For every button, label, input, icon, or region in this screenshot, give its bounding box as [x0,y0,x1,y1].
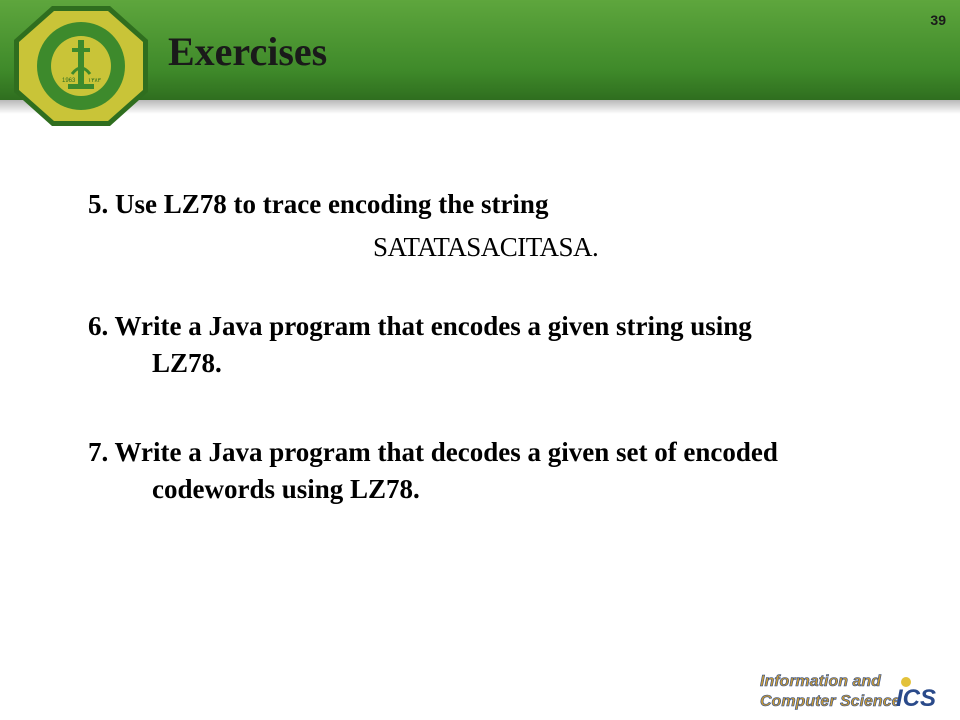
exercise-5-string: SATATASACITASA. [373,232,599,262]
footer-text-line2: Computer Science [760,693,901,710]
exercise-6-text: 6. Write a Java program that encodes a given string using [88,311,752,341]
exercise-7-text: 7. Write a Java program that decodes a given set of encoded [88,437,778,467]
footer-mark: ICS [896,685,937,712]
exercise-5 [88,186,928,266]
footer-text-line1: Information and [760,673,881,690]
exercise-6 [88,308,928,382]
exercise-6-continuation: LZ78. [152,348,222,378]
exercise-7-continuation: codewords using LZ78. [152,474,420,504]
exercise-list [88,186,928,508]
exercise-5-text: 5. Use LZ78 to trace encoding the string [88,189,549,219]
ics-department-logo-icon [756,666,952,714]
seal-year-right: ١٣٨٣ [88,78,101,84]
exercise-7 [88,434,928,508]
university-seal-icon [12,4,150,128]
seal-year-left: 1963 [62,78,76,84]
slide-title: Exercises [168,29,328,74]
slide-number: 39 [930,12,946,28]
